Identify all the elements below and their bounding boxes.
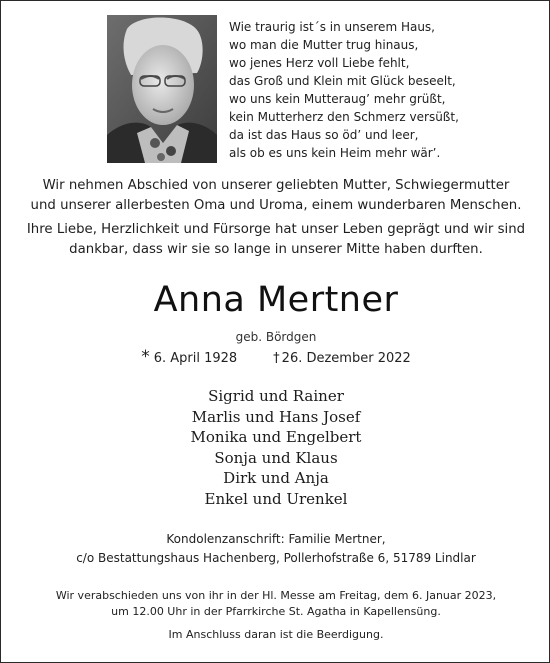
- burial-note: Im Anschluss daran ist die Beerdigung.: [168, 628, 384, 641]
- poem-line: wo jenes Herz voll Liebe fehlt,: [229, 56, 410, 70]
- portrait-photo: [107, 15, 217, 163]
- tribute-line: Ihre Liebe, Herzlichkeit und Fürsorge hat unser Leben geprägt und wir sind: [26, 222, 526, 237]
- poem-line: als ob es uns kein Heim mehr wär’.: [229, 146, 441, 160]
- poem-line: wo man die Mutter trug hinaus,: [229, 38, 419, 52]
- poem-line: Wie traurig ist´s in unserem Haus,: [229, 20, 435, 34]
- birth-name: geb. Bördgen: [235, 330, 317, 344]
- tribute-line: dankbar, dass wir sie so lange in unserer Mitte haben durften.: [69, 242, 483, 257]
- poem-line: kein Mutterherz den Schmerz versüßt,: [229, 110, 459, 124]
- poem-line: wo uns kein Mutteraug’ mehr grüßt,: [229, 92, 446, 106]
- service-line: Wir verabschieden uns von ihr in der Hl. Messe am Freitag, dem 6. Januar 2023,: [55, 589, 497, 602]
- service-info: [1, 588, 550, 620]
- intro-line: Wir nehmen Abschied von unserer geliebten Mutter, Schwiegermutter: [42, 178, 510, 193]
- mourner-entry: Sigrid und Rainer: [208, 387, 344, 405]
- death-symbol: †: [273, 351, 280, 366]
- mourner-entry: Sonja und Klaus: [214, 448, 338, 467]
- portrait-image: [107, 15, 217, 163]
- mourner-entry: Enkel und Urenkel: [204, 489, 348, 508]
- mourner-entry: Dirk und Anja: [223, 469, 329, 487]
- life-dates: [1, 347, 550, 369]
- poem-line: das Groß und Klein mit Glück beseelt,: [229, 74, 456, 88]
- condolence-address: [1, 530, 550, 567]
- poem-line: da ist das Haus so öd’ und leer,: [229, 128, 419, 142]
- poem: [229, 18, 529, 162]
- born-symbol: *: [141, 347, 150, 367]
- mourner-entry: Marlis und Hans Josef: [191, 407, 361, 426]
- mourner-entry: Monika und Engelbert: [190, 428, 362, 446]
- contact-line: c/o Bestattungshaus Hachenberg, Pollerhofstraße 6, 51789 Lindlar: [76, 550, 476, 565]
- death-date: 26. Dezember 2022: [281, 351, 411, 366]
- intro-paragraph: [1, 176, 550, 216]
- deceased-name: Anna Mertner: [153, 280, 399, 320]
- intro-line: und unserer allerbesten Oma und Uroma, einem wunderbaren Menschen.: [30, 198, 522, 213]
- contact-line: Kondolenzanschrift: Familie Mertner,: [166, 532, 386, 546]
- mourners-list: [1, 386, 550, 509]
- birth-date: 6. April 1928: [153, 351, 238, 366]
- service-line: um 12.00 Uhr in der Pfarrkirche St. Agatha in Kapellensüng.: [111, 605, 441, 618]
- tribute-paragraph: [1, 220, 550, 260]
